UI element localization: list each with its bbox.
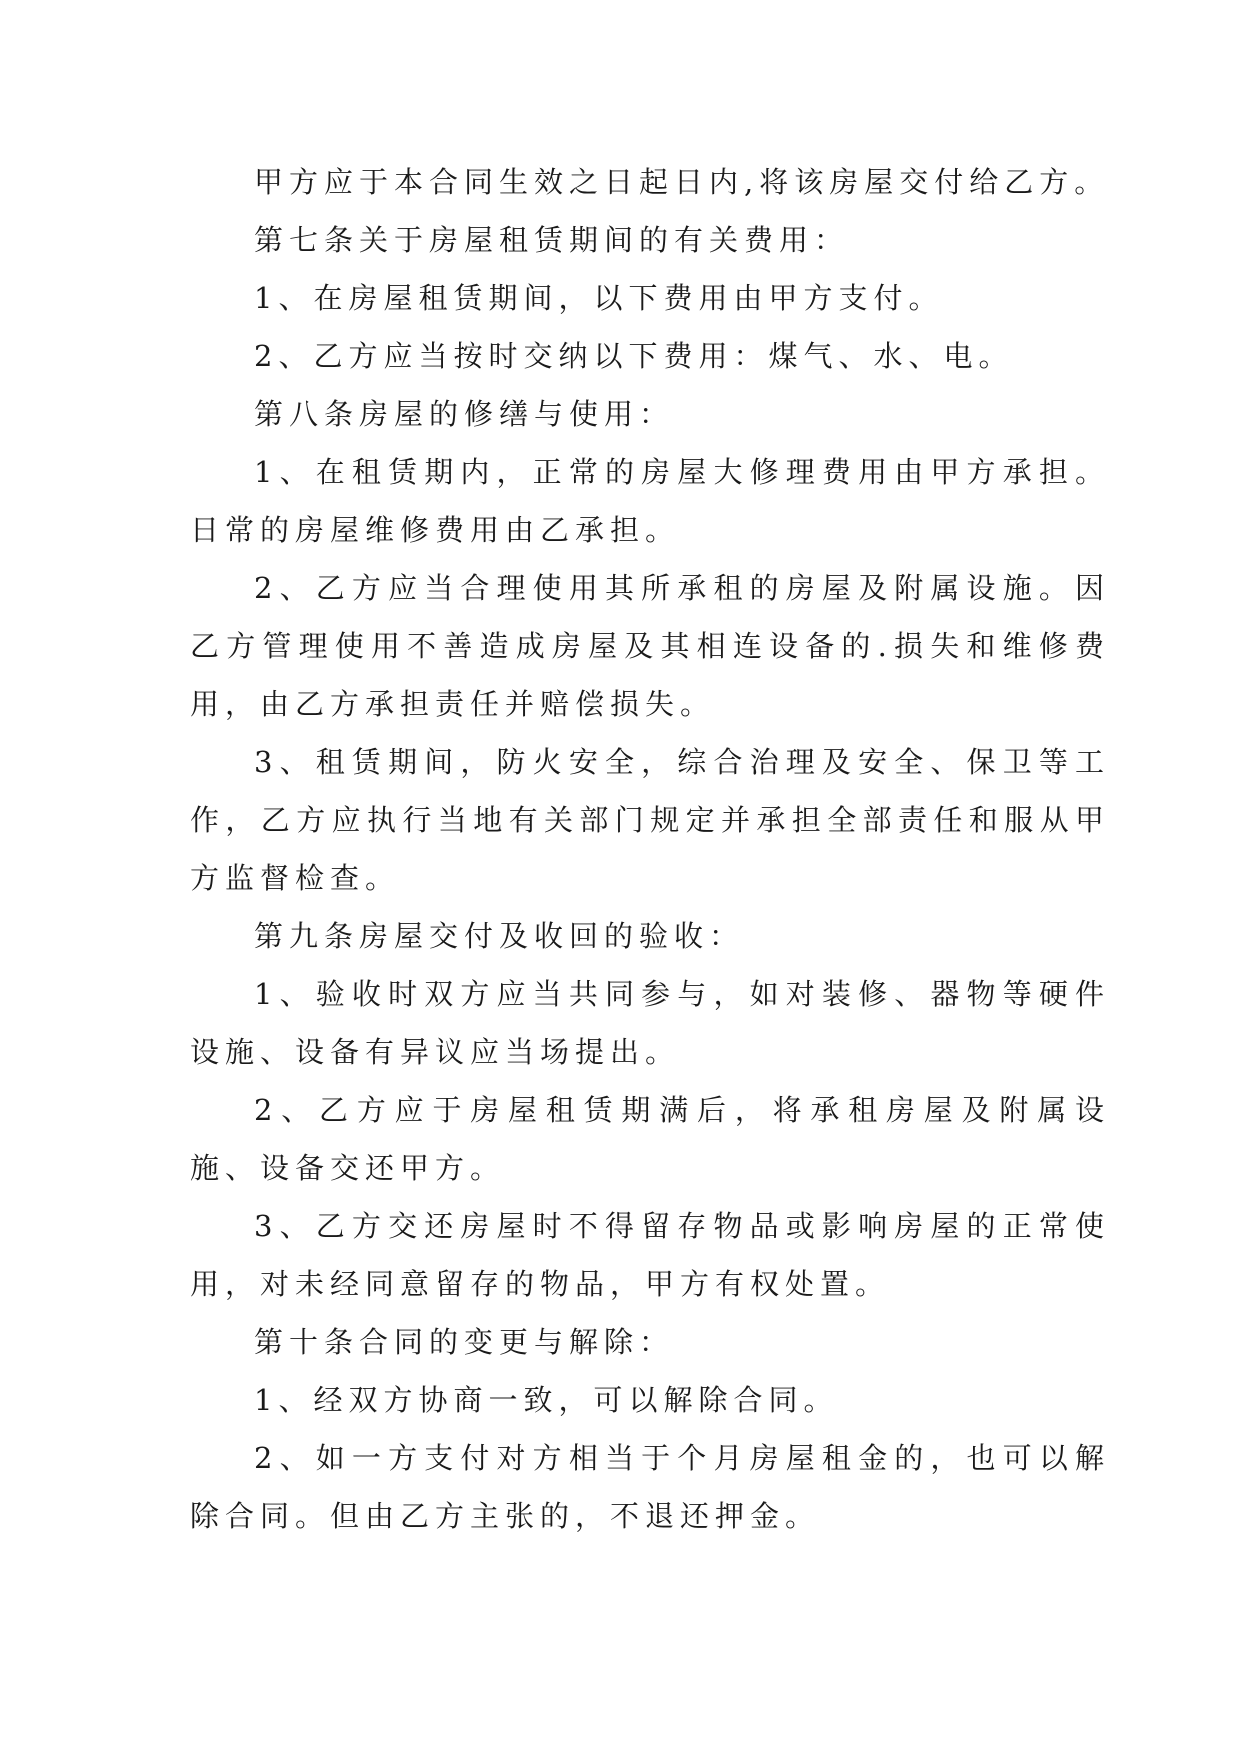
article-8-item-2: 2、乙方应当合理使用其所承租的房屋及附属设施。因乙方管理使用不善造成房屋及其相连设备的.损失和维修费用，由乙方承担责任并赔偿损失。 [190, 571, 1110, 721]
article-7-item-2: 2、乙方应当按时交纳以下费用：煤气、水、电。 [254, 339, 1014, 373]
article-10-heading: 第十条合同的变更与解除： [254, 1325, 675, 1359]
article-10-item-1: 1、经双方协商一致，可以解除合同。 [254, 1383, 839, 1417]
article-9-heading: 第九条房屋交付及收回的验收： [254, 919, 745, 953]
article-8-item-1: 1、在租赁期内，正常的房屋大修理费用由甲方承担。日常的房屋维修费用由乙承担。 [190, 455, 1110, 547]
article-7-item-1: 1、在房屋租赁期间，以下费用由甲方支付。 [254, 281, 944, 315]
article-9-item-3: 3、乙方交还房屋时不得留存物品或影响房屋的正常使用，对未经同意留存的物品，甲方有权处置。 [190, 1209, 1110, 1301]
paragraph-delivery: 甲方应于本合同生效之日起日内,将该房屋交付给乙方。 [254, 165, 1110, 199]
document-body [190, 153, 1110, 1545]
article-9-item-1: 1、验收时双方应当共同参与，如对装修、器物等硬件设施、设备有异议应当场提出。 [190, 977, 1110, 1069]
article-9-item-2: 2、乙方应于房屋租赁期满后，将承租房屋及附属设施、设备交还甲方。 [190, 1093, 1110, 1185]
article-7-heading: 第七条关于房屋租赁期间的有关费用： [254, 223, 850, 257]
article-8-heading: 第八条房屋的修缮与使用： [254, 397, 675, 431]
article-10-item-2: 2、如一方支付对方相当于个月房屋租金的，也可以解除合同。但由乙方主张的，不退还押金。 [190, 1441, 1110, 1533]
article-8-item-3: 3、租赁期间，防火安全，综合治理及安全、保卫等工作，乙方应执行当地有关部门规定并承担全部责任和服从甲方监督检查。 [190, 745, 1110, 895]
